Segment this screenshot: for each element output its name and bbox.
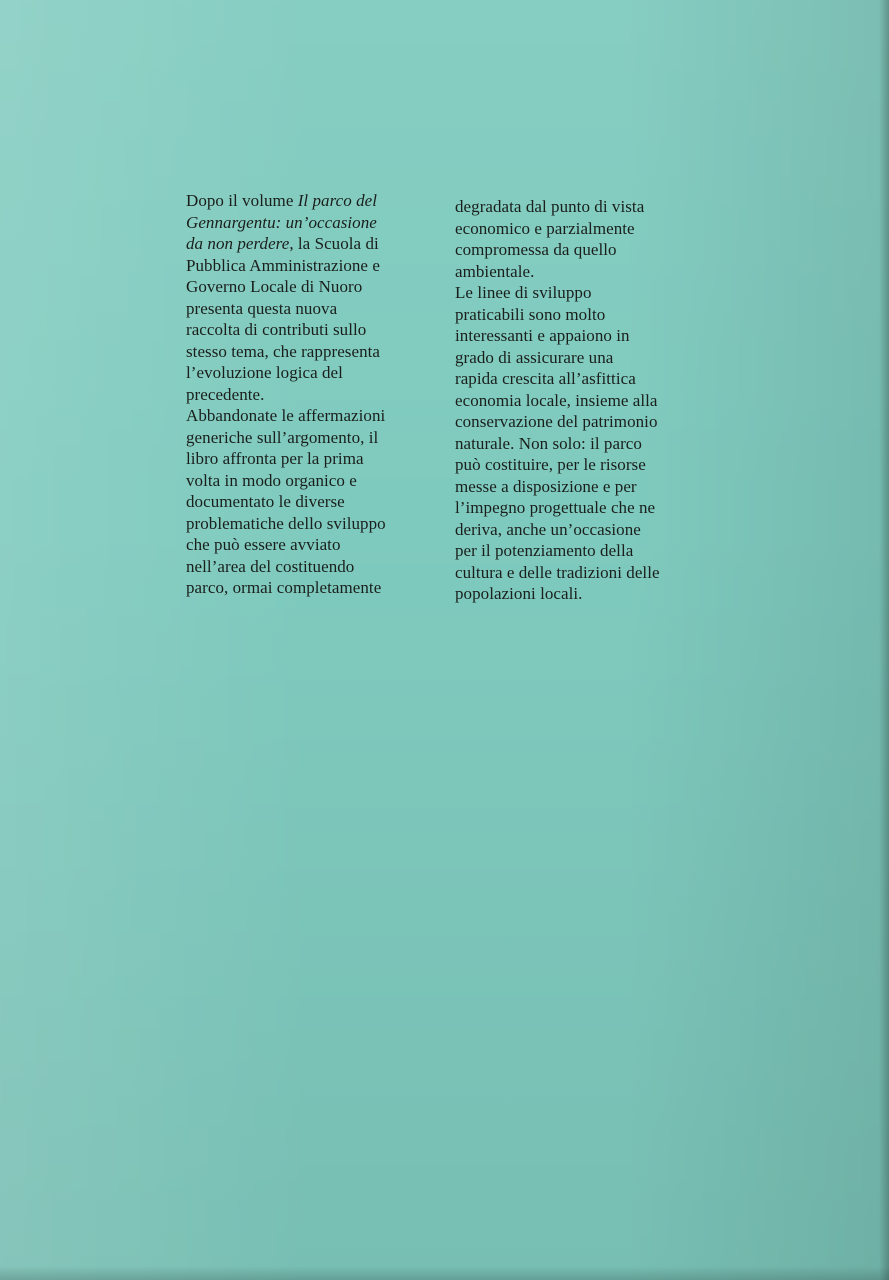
blurb-line: da non perdere, la Scuola di: [186, 234, 379, 253]
blurb-line: problematiche dello sviluppo: [186, 513, 386, 533]
blurb-line: Le linee di sviluppo: [455, 283, 592, 302]
blurb-line: grado di assicurare una: [455, 347, 614, 367]
cover-right-edge-shadow: [879, 0, 889, 1280]
blurb-line: Abbandonate le affermazioni: [186, 406, 386, 425]
blurb-line: degradata dal punto di vista: [455, 197, 645, 216]
blurb-line: rapida crescita all’asfittica: [455, 369, 636, 388]
cover-bottom-edge-shadow: [0, 1266, 889, 1280]
blurb-line: può costituire, per le risorse: [455, 455, 646, 474]
blurb-line: compromessa da quello: [455, 240, 617, 259]
blurb-line: messe a disposizione e per: [455, 476, 637, 496]
blurb-line: ambientale.: [455, 261, 535, 281]
blurb-line: documentato le diverse: [186, 492, 345, 511]
blurb-left-column: [186, 190, 426, 599]
blurb-line: l’impegno progettuale che ne: [455, 498, 656, 517]
blurb-line: Dopo il volume Il parco del: [186, 191, 378, 210]
blurb-line: Governo Locale di Nuoro: [186, 277, 363, 296]
blurb-line: parco, ormai completamente: [186, 578, 382, 597]
blurb-line: generiche sull’argomento, il: [186, 427, 379, 447]
blurb-line: che può essere avviato: [186, 535, 341, 554]
blurb-line: precedente.: [186, 384, 265, 404]
blurb-line: cultura e delle tradizioni delle: [455, 562, 660, 582]
blurb-line: interessanti e appaiono in: [455, 326, 630, 345]
blurb-line: l’evoluzione logica del: [186, 363, 343, 382]
blurb-line: raccolta di contributi sullo: [186, 320, 367, 339]
blurb-line: volta in modo organico e: [186, 470, 357, 490]
blurb-line: libro affronta per la prima: [186, 449, 364, 468]
blurb-line: popolazioni locali.: [455, 584, 583, 603]
blurb-line: deriva, anche un’occasione: [455, 519, 641, 539]
blurb-line: praticabili sono molto: [455, 304, 606, 324]
blurb-line: per il potenziamento della: [455, 541, 634, 560]
blurb-line: presenta questa nuova: [186, 298, 338, 318]
blurb-line: nell’area del costituendo: [186, 556, 355, 576]
blurb-line: economico e parzialmente: [455, 218, 635, 238]
blurb-line: Gennargentu: un’occasione: [186, 212, 377, 232]
blurb-line: naturale. Non solo: il parco: [455, 433, 642, 453]
blurb-line: conservazione del patrimonio: [455, 412, 658, 431]
blurb-line: Pubblica Amministrazione e: [186, 255, 380, 275]
blurb-line: stesso tema, che rappresenta: [186, 341, 380, 361]
blurb-line: economia locale, insieme alla: [455, 390, 658, 410]
blurb-right-column: [455, 196, 695, 605]
